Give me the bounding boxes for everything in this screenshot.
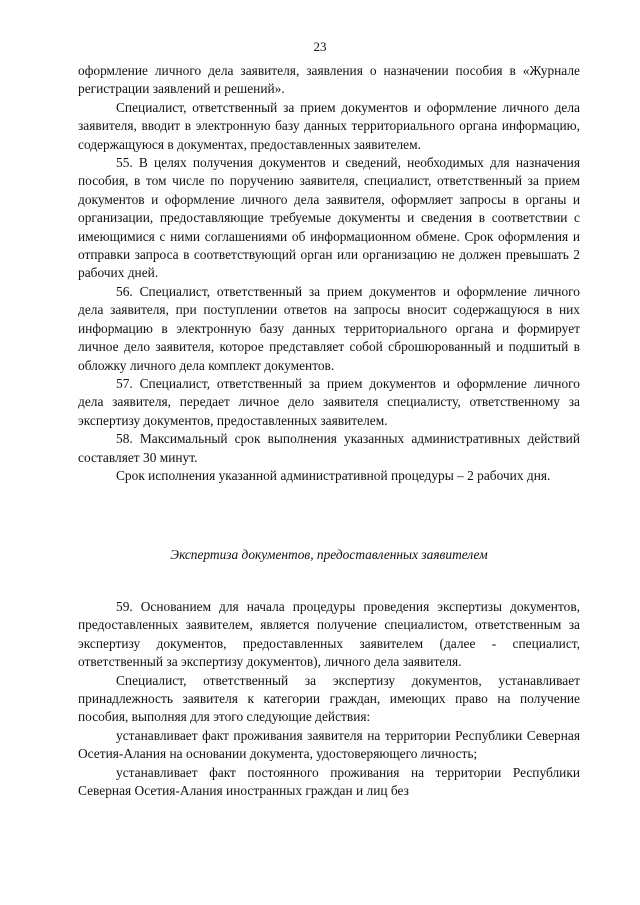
- paragraph: 55. В целях получения документов и сведений, необходимых для назначения пособия, в том числе по поручению заявителя, специалист, ответственный за прием документов и оформление личного дела заявителя, оформляет запросы в органы и организации, предоставляющие требуемые документы и сведения в соответствии с имеющимися с ними соглашениями об информационном обмене. Срок оформления и отправки запроса в соответствующий орган или организацию не должен превышать 2 рабочих дней.: [78, 155, 580, 281]
- paragraph: устанавливает факт постоянного проживания на территории Республики Северная Осетия-Алания иностранных граждан и лиц без: [78, 764, 580, 799]
- paragraph: устанавливает факт проживания заявителя на территории Республики Северная Осетия-Алания на основании документа, удостоверяющего личность;: [78, 727, 580, 762]
- body-text-top: [78, 62, 580, 485]
- body-text-bottom: [78, 598, 580, 800]
- paragraph: Срок исполнения указанной административной процедуры – 2 рабочих дня.: [116, 467, 551, 483]
- paragraph: Специалист, ответственный за экспертизу документов, устанавливает принадлежность заявителя к категории граждан, имеющих право на получение пособия, выполняя для этого следующие действия:: [78, 672, 580, 725]
- paragraph: 56. Специалист, ответственный за прием документов и оформление личного дела заявителя, при поступлении ответов на запросы вносит содержащуюся в них информацию в электронную базу данных территориального органа и формирует личное дело заявителя, которое представляет собой сброшюрованный и подшитый в обложку личного дела комплект документов.: [78, 283, 580, 373]
- paragraph: 58. Максимальный срок выполнения указанных административных действий составляет 30 минут.: [78, 431, 580, 465]
- page-number: 23: [313, 39, 327, 54]
- paragraph: Специалист, ответственный за прием документов и оформление личного дела заявителя, вводит в электронную базу данных территориального органа информацию, содержащуюся в документах, предоставленных заявителем.: [78, 99, 580, 152]
- paragraph: 59. Основанием для начала процедуры проведения экспертизы документов, предоставленных заявителем, является получение специалистом, ответственным за экспертизу документов, предоставленных заявителем (далее - специалист, ответственный за экспертизу документов), личного дела заявителя.: [78, 599, 580, 670]
- section-heading: Экспертиза документов, предоставленных заявителем: [170, 547, 488, 562]
- paragraph: 57. Специалист, ответственный за прием документов и оформление личного дела заявителя, передает личное дело заявителя специалисту, ответственному за экспертизу документов, предоставленных заявителем.: [78, 375, 580, 428]
- paragraph: оформление личного дела заявителя, заявления о назначении пособия в «Журнале регистрации заявлений и решений».: [78, 63, 580, 97]
